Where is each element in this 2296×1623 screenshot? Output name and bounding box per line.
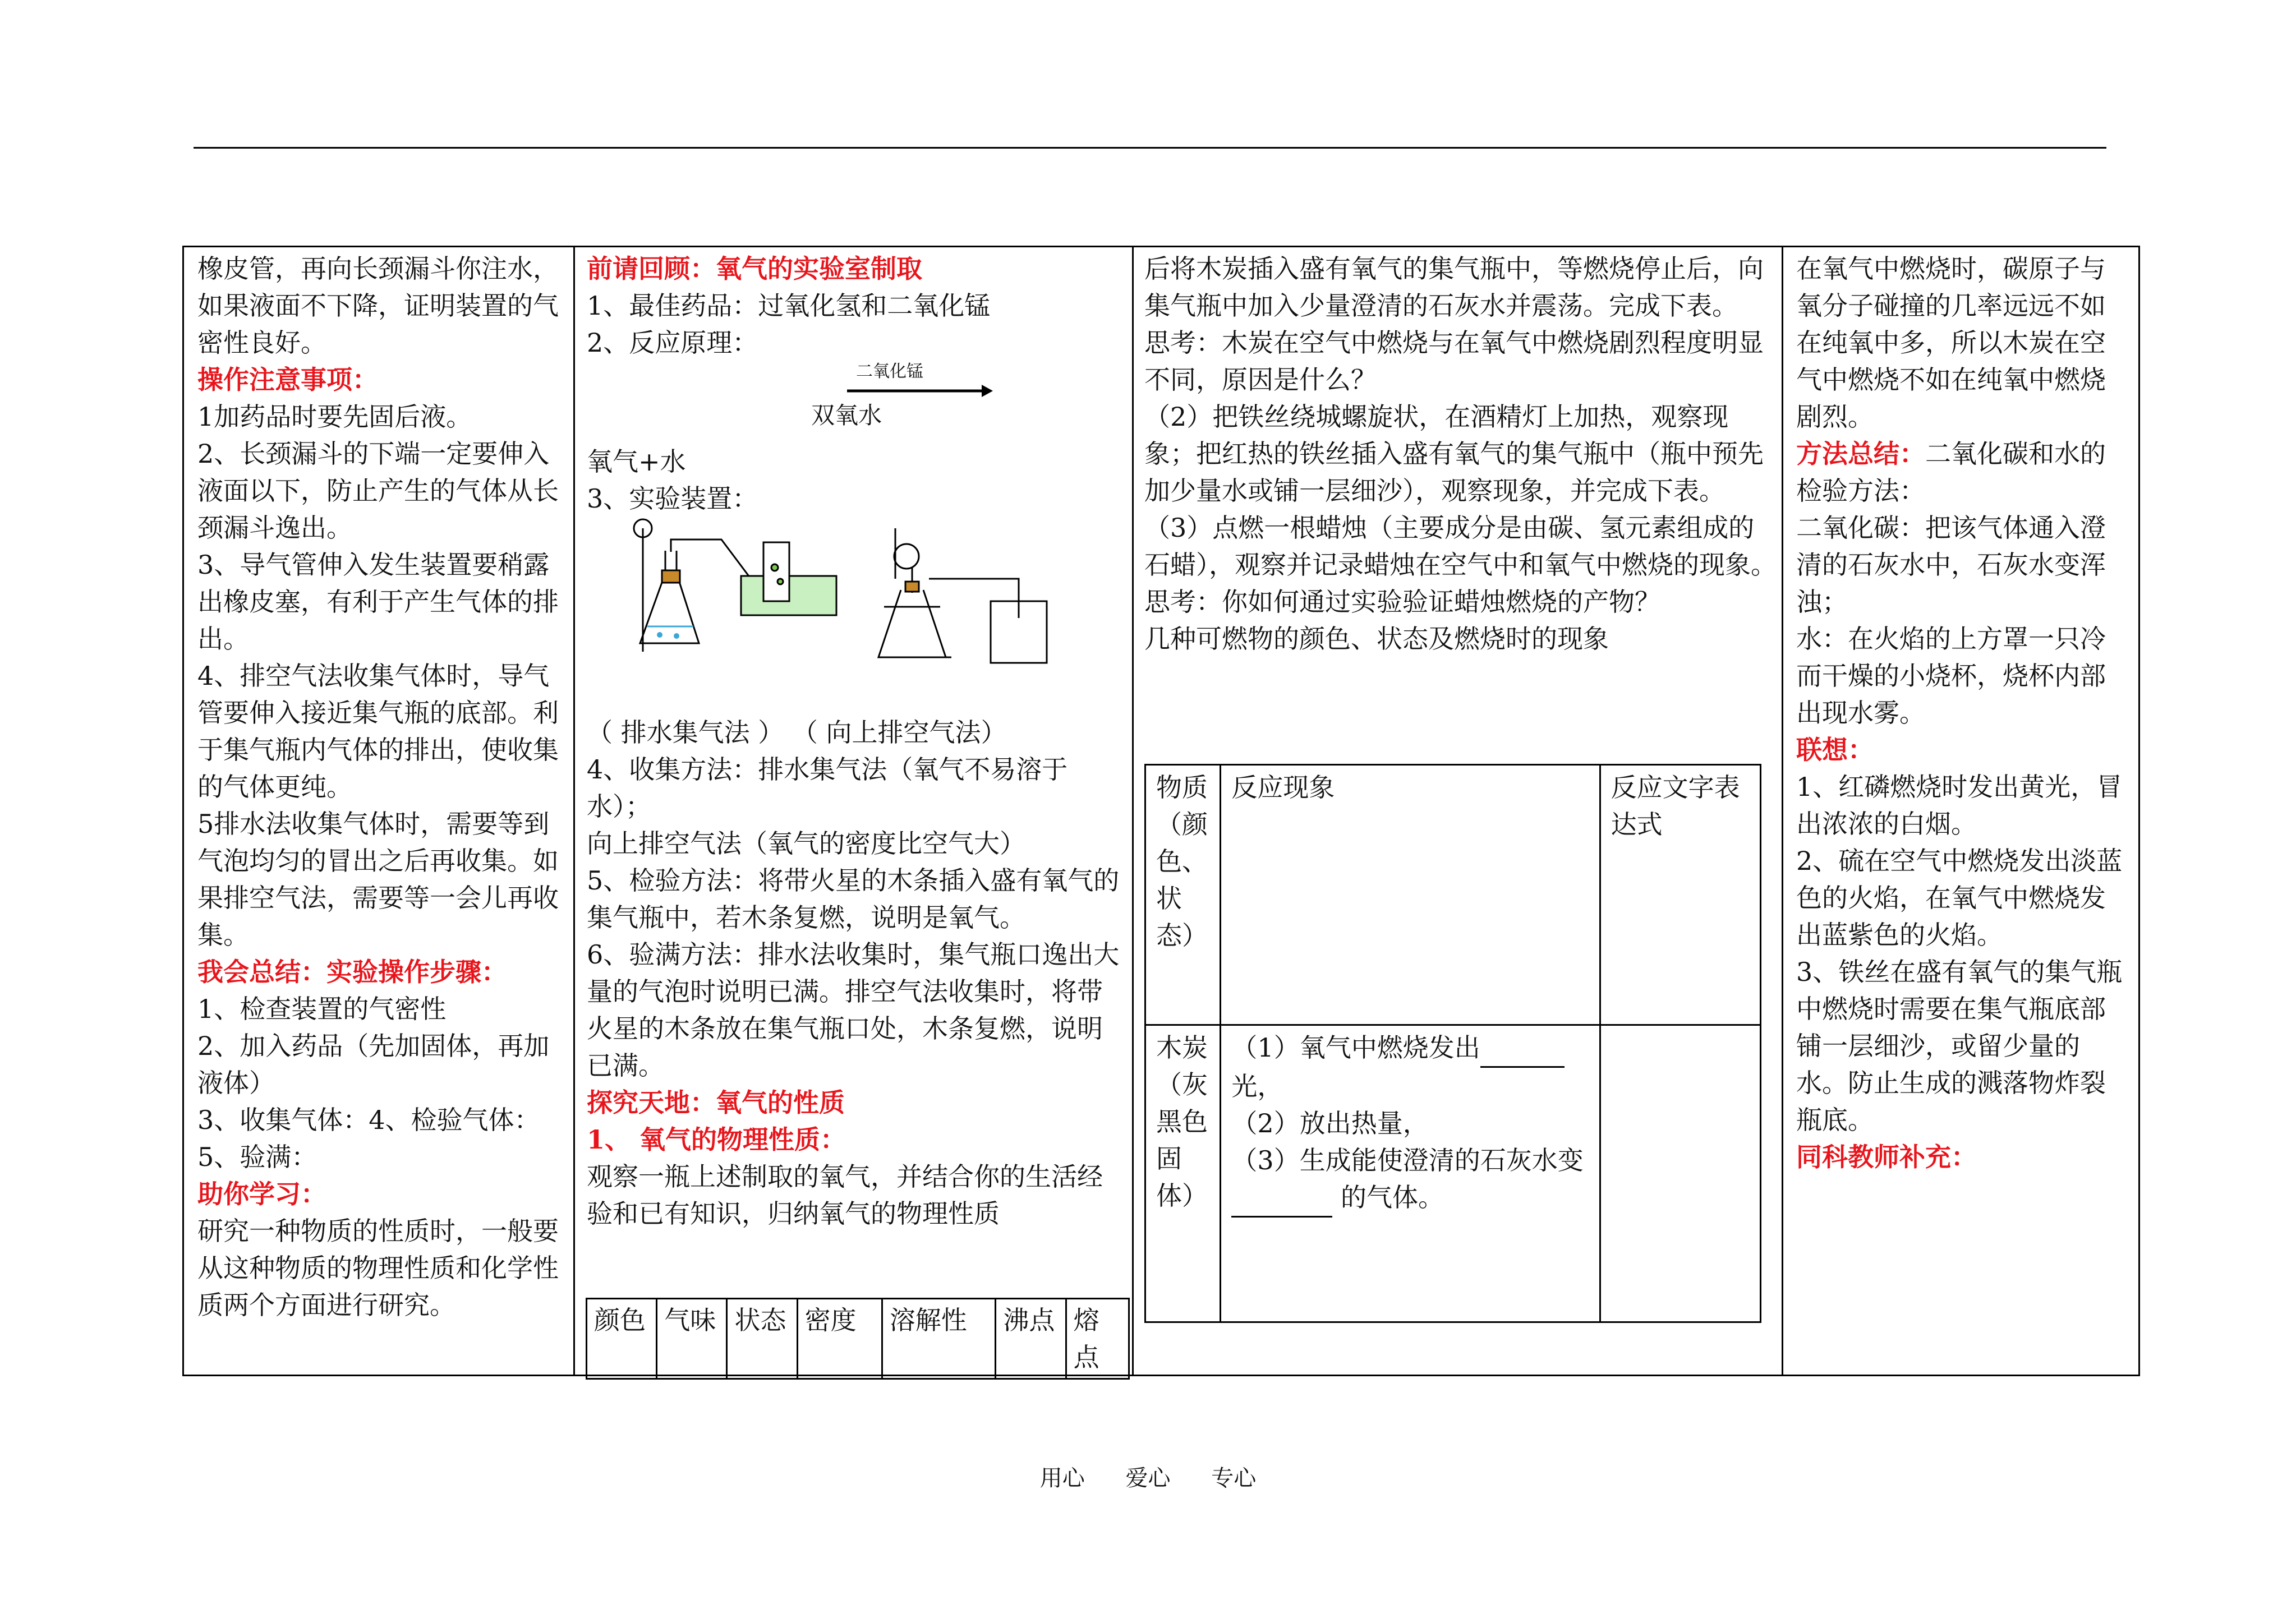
procedure-text: （2）把铁丝绕城螺旋状，在酒精灯上加热，观察现象；把红热的铁丝插入盛有氧气的集气瓶中（瓶中预先加少量水或铺一层细沙），观察现象，并完成下表。 xyxy=(1144,402,1764,506)
table-header: 反应文字表达式 xyxy=(1600,765,1760,1025)
column-3 xyxy=(1144,250,1777,657)
intro-text: 在氧气中燃烧时，碳原子与氧分子碰撞的几率远远不如在纯氧中多，所以木炭在空气中燃烧不如在纯氧中燃烧剧烈。 xyxy=(1796,253,2106,432)
table-cell: 溶解性 xyxy=(882,1299,996,1379)
column-divider xyxy=(573,246,575,1376)
help-heading: 助你学习： xyxy=(197,1179,326,1209)
observation-text: 观察一瓶上述制取的氧气，并结合你的生活经验和已有知识，归纳氧气的物理性质 xyxy=(587,1161,1103,1229)
link-item: 3、铁丝在盛有氧气的集气瓶中燃烧时需要在集气瓶底部铺一层细沙，或留少量的水。防止生成的溅落物炸裂瓶底。 xyxy=(1796,957,2123,1135)
answer-blank[interactable] xyxy=(1231,1179,1332,1218)
help-text: 研究一种物质的性质时，一般要从这种物质的物理性质和化学性质两个方面进行研究。 xyxy=(197,1216,559,1320)
summary-heading: 我会总结：实验操作步骤： xyxy=(197,957,507,987)
apparatus-diagram xyxy=(587,517,1125,702)
question-text: 思考：木炭在空气中燃烧与在氧气中燃烧剧烈程度明显不同，原因是什么？ xyxy=(1144,328,1764,395)
link-item: 2、硫在空气中燃烧发出淡蓝色的火焰，在氧气中燃烧发出蓝紫色的火焰。 xyxy=(1796,846,2123,950)
supplement-heading: 同科教师补充： xyxy=(1796,1142,1977,1172)
explore-heading: 探究天地：氧气的性质 xyxy=(587,1087,845,1118)
link-item: 1、红磷燃烧时发出黄光，冒出浓浓的白烟。 xyxy=(1796,772,2123,839)
review-item: 4、收集方法：排水集气法（氧气不易溶于水）； xyxy=(587,754,1068,822)
table-header: 反应现象 xyxy=(1221,765,1600,1025)
table-cell: 沸点 xyxy=(996,1299,1066,1379)
step-item: 2、加入药品（先加固体，再加液体） xyxy=(197,1031,550,1098)
phenomenon-3: （3）生成能使澄清的石灰水变 xyxy=(1231,1145,1584,1175)
header-rule xyxy=(194,147,2106,149)
phenomenon-3b: 的气体。 xyxy=(1341,1182,1444,1212)
combustion-table xyxy=(1144,764,1761,1323)
review-item: 2、反应原理： xyxy=(587,328,758,358)
step-item: 3、收集气体：4、检验气体： xyxy=(197,1105,540,1135)
intro-text: 橡皮管，再向长颈漏斗你注水，如果液面不下降，证明装置的气密性良好。 xyxy=(197,253,559,358)
footer-word: 用心 xyxy=(1039,1465,1085,1491)
table-caption: 几种可燃物的颜色、状态及燃烧时的现象 xyxy=(1144,624,1609,654)
apparatus-captions: （ 排水集气法 ） （ 向上排空气法） xyxy=(587,717,1007,748)
procedure-text: （3）点燃一根蜡烛（主要成分是由碳、氢元素组成的石蜡），观察并记录蜡烛在空气中和氧气中燃烧的现象。 xyxy=(1144,513,1777,580)
table-cell: 状态 xyxy=(727,1299,797,1379)
review-item: 6、验满方法：排水法收集时，集气瓶口逸出大量的气泡时说明已满。排空气法收集时，将带火星的木条放在集气瓶口处，木条复燃，说明已满。 xyxy=(587,939,1120,1081)
table-row xyxy=(587,1299,1129,1379)
physical-properties-table xyxy=(586,1298,1130,1380)
method-heading: 方法总结： xyxy=(1796,439,1925,469)
review-heading: 前请回顾：氧气的实验室制取 xyxy=(587,253,922,284)
table-cell[interactable] xyxy=(1600,1025,1760,1322)
gas-collection-apparatus xyxy=(878,528,1047,663)
column-divider xyxy=(1782,246,1783,1376)
page-footer xyxy=(0,1460,2296,1492)
column-4 xyxy=(1796,250,2126,1175)
flask-apparatus xyxy=(634,519,836,652)
catalyst-label: 二氧化锰 xyxy=(856,362,923,381)
co2-test: 二氧化碳：把该气体通入澄清的石灰水中，石灰水变浑浊； xyxy=(1796,513,2106,617)
product-text: 氧气+水 xyxy=(587,446,686,477)
ops-item: 5排水法收集气体时，需要等到气泡均匀的冒出之后再收集。如果排空气法，需要等一会儿再收集。 xyxy=(197,809,559,950)
step-item: 5、验满： xyxy=(197,1142,318,1172)
table-row xyxy=(1145,765,1761,1025)
phenomenon-1: （1）氧气中燃烧发出 xyxy=(1231,1032,1480,1063)
physical-heading: 1、 氧气的物理性质： xyxy=(587,1124,846,1155)
review-item: 向上排空气法（氧气的密度比空气大） xyxy=(587,828,1025,859)
ops-item: 4、排空气法收集气体时，导气管要伸入接近集气瓶的底部。利于集气瓶内气体的排出，使收集的气体更纯。 xyxy=(197,661,559,802)
review-item: 5、检验方法：将带火星的木条插入盛有氧气的集气瓶中，若木条复燃，说明是氧气。 xyxy=(587,865,1120,933)
review-item: 3、实验装置： xyxy=(587,483,758,514)
procedure-text: 后将木炭插入盛有氧气的集气瓶中，等燃烧停止后，向集气瓶中加入少量澄清的石灰水并震荡。完成下表。 xyxy=(1144,253,1764,321)
ops-item: 3、导气管伸入发生装置要稍露出橡皮塞，有利于产生气体的排出。 xyxy=(197,550,559,654)
table-row xyxy=(1145,1025,1761,1322)
reactant-label: 双氧水 xyxy=(811,402,882,429)
table-cell: 木炭（灰黑色固体） xyxy=(1145,1025,1221,1322)
link-heading: 联想： xyxy=(1796,735,1874,765)
method-text: 二氧化碳和水的检验方法： xyxy=(1796,439,2106,506)
ops-item: 1加药品时要先固后液。 xyxy=(197,402,472,432)
ops-item: 2、长颈漏斗的下端一定要伸入液面以下，防止产生的气体从长颈漏斗逸出。 xyxy=(197,439,559,543)
footer-word: 专心 xyxy=(1211,1465,1257,1491)
phenomenon-1b: 光， xyxy=(1231,1071,1283,1101)
column-2 xyxy=(587,250,1125,1232)
table-header: 物质（颜色、状态） xyxy=(1145,765,1221,1025)
column-1 xyxy=(197,250,562,1324)
answer-blank[interactable] xyxy=(1480,1029,1565,1068)
ops-heading: 操作注意事项： xyxy=(197,365,378,395)
phenomenon-2: （2）放出热量， xyxy=(1231,1108,1429,1138)
column-divider xyxy=(1132,246,1134,1376)
question-text: 思考：你如何通过实验验证蜡烛燃烧的产物？ xyxy=(1144,587,1660,617)
water-test: 水：在火焰的上方罩一只冷而干燥的小烧杯，烧杯内部出现水雾。 xyxy=(1796,624,2106,728)
reaction-equation xyxy=(587,361,1125,443)
step-item: 1、检查装置的气密性 xyxy=(197,994,447,1024)
review-item: 1、最佳药品：过氧化氢和二氧化锰 xyxy=(587,291,991,321)
footer-word: 爱心 xyxy=(1125,1465,1171,1491)
table-cell: 熔点 xyxy=(1066,1299,1129,1379)
table-cell: 颜色 xyxy=(587,1299,657,1379)
table-cell: 密度 xyxy=(797,1299,882,1379)
table-cell xyxy=(1221,1025,1600,1322)
table-cell: 气味 xyxy=(657,1299,727,1379)
